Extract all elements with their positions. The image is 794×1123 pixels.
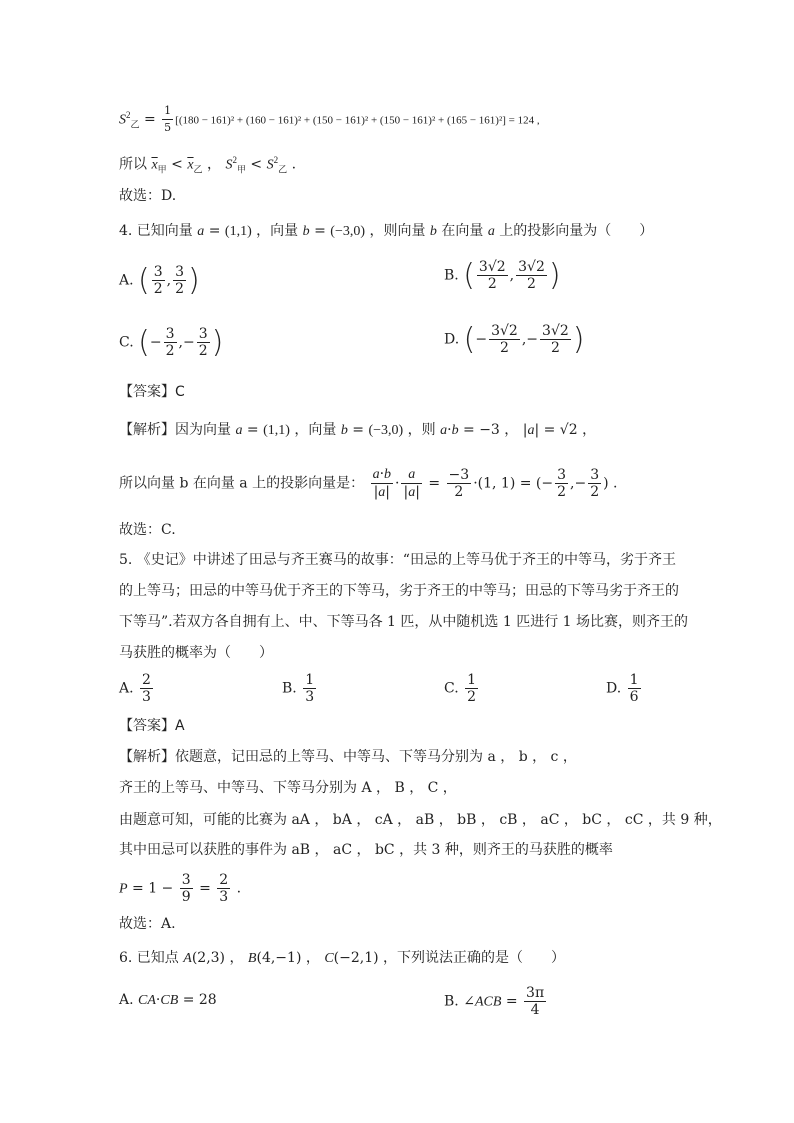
q5-option-d: D. $\frac{1}{6}$ bbox=[606, 672, 639, 705]
q5-para-1: 5. 《史记》中讲述了田忌与齐王赛马的故事：“田忌的上等马优于齐王的中等马，劣于齐王 bbox=[119, 552, 676, 568]
q5-option-c: C. $\frac{1}{2}$ bbox=[444, 672, 477, 705]
q4-option-a: A. ( $\frac{3}{2}$ , $\frac{3}{2}$ ) bbox=[119, 263, 200, 298]
q4-explanation-1: 【解析】因为向量 a = (1,1) ，向量 b = (−3,0) ，则 a·b = −3 ， |a| = √2 ， bbox=[119, 422, 597, 438]
q6-option-b: B. ∠ACB = $\frac{3\pi}{4}$ bbox=[444, 985, 545, 1018]
q4-option-b: B. ( $\frac{3√2}{2}$ , $\frac{3√2}{2}$ ) bbox=[444, 258, 561, 293]
q4-stem: 4. 已知向量 a = (1,1) ，向量 b = (−3,0) ，则向量 b 在向量 a 上的投影向量为（ ） bbox=[119, 223, 654, 239]
q5-explanation-3: 由题意可知，可能的比赛为 aA ， bA ， cA ， aB ， bB ， cB ， aC ， bC ， cC ，共 9 种， bbox=[119, 812, 722, 828]
q4-option-c: C. (− $\frac{3}{2}$ ,− $\frac{3}{2}$ ) bbox=[119, 325, 224, 360]
answer-select-d: 故选：D. bbox=[119, 188, 177, 204]
q6-option-a: A. CA·CB = 28 bbox=[119, 992, 217, 1008]
q4-explanation-2: 所以向量 b 在向量 a 上的投影向量是： $\frac{a\cdot b}{|a|}$ · $\frac{a}{|a|}$ = $\frac{-3}{2}$ ·(1, 1) = (− $\frac{3}{2}$ ,− $\frac{3}{2}$ ) . bbox=[119, 466, 618, 500]
variance-formula: $S^2_乙$ = $\frac{1}{5}$ [(180 − 161)² + (160 − 161)² + (150 − 161)² + (150 − 161)² + (165 − 161)²] = 124 , bbox=[119, 104, 540, 134]
q4-option-d: D. (− $\frac{3√2}{2}$ ,− $\frac{3√2}{2}$ ) bbox=[444, 322, 585, 357]
q5-end: 故选：A. bbox=[119, 916, 176, 932]
q5-para-4: 马获胜的概率为（ ） bbox=[119, 645, 273, 661]
q5-answer: 【答案】A bbox=[119, 718, 185, 734]
q5-explanation-1: 【解析】依题意，记田忌的上等马、中等马、下等马分别为 a ， b ， c ， bbox=[119, 749, 577, 765]
q5-probability: P = 1 − $\frac{3}{9}$ = $\frac{2}{3}$ . bbox=[119, 872, 242, 905]
q5-option-a: A. $\frac{2}{3}$ bbox=[119, 672, 151, 705]
q5-explanation-2: 齐王的上等马、中等马、下等马分别为 A ， B ， C ， bbox=[119, 780, 457, 796]
q4-answer: 【答案】C bbox=[119, 384, 185, 400]
q5-option-b: B. $\frac{1}{3}$ bbox=[282, 672, 315, 705]
q6-stem: 6. 已知点 A(2,3) ， B(4,−1) ， C(−2,1) ，下列说法正确的是（ ） bbox=[119, 950, 566, 966]
q5-para-3: 下等马”.若双方各自拥有上、中、下等马各 1 匹，从中随机选 1 匹进行 1 场比赛，则齐王的 bbox=[119, 614, 689, 630]
q5-para-2: 的上等马；田忌的中等马优于齐王的下等马，劣于齐王的中等马；田忌的下等马劣于齐王的 bbox=[119, 583, 679, 599]
q5-explanation-4: 其中田忌可以获胜的事件为 aB ， aC ， bC ，共 3 种，则齐王的马获胜的概率 bbox=[119, 842, 613, 858]
q4-end: 故选：C. bbox=[119, 522, 176, 538]
conclusion-line: 所以 $\overline{x}_甲 < \overline{x}_乙$ ， $S^2_甲 < S^2_乙$ . bbox=[119, 155, 297, 176]
